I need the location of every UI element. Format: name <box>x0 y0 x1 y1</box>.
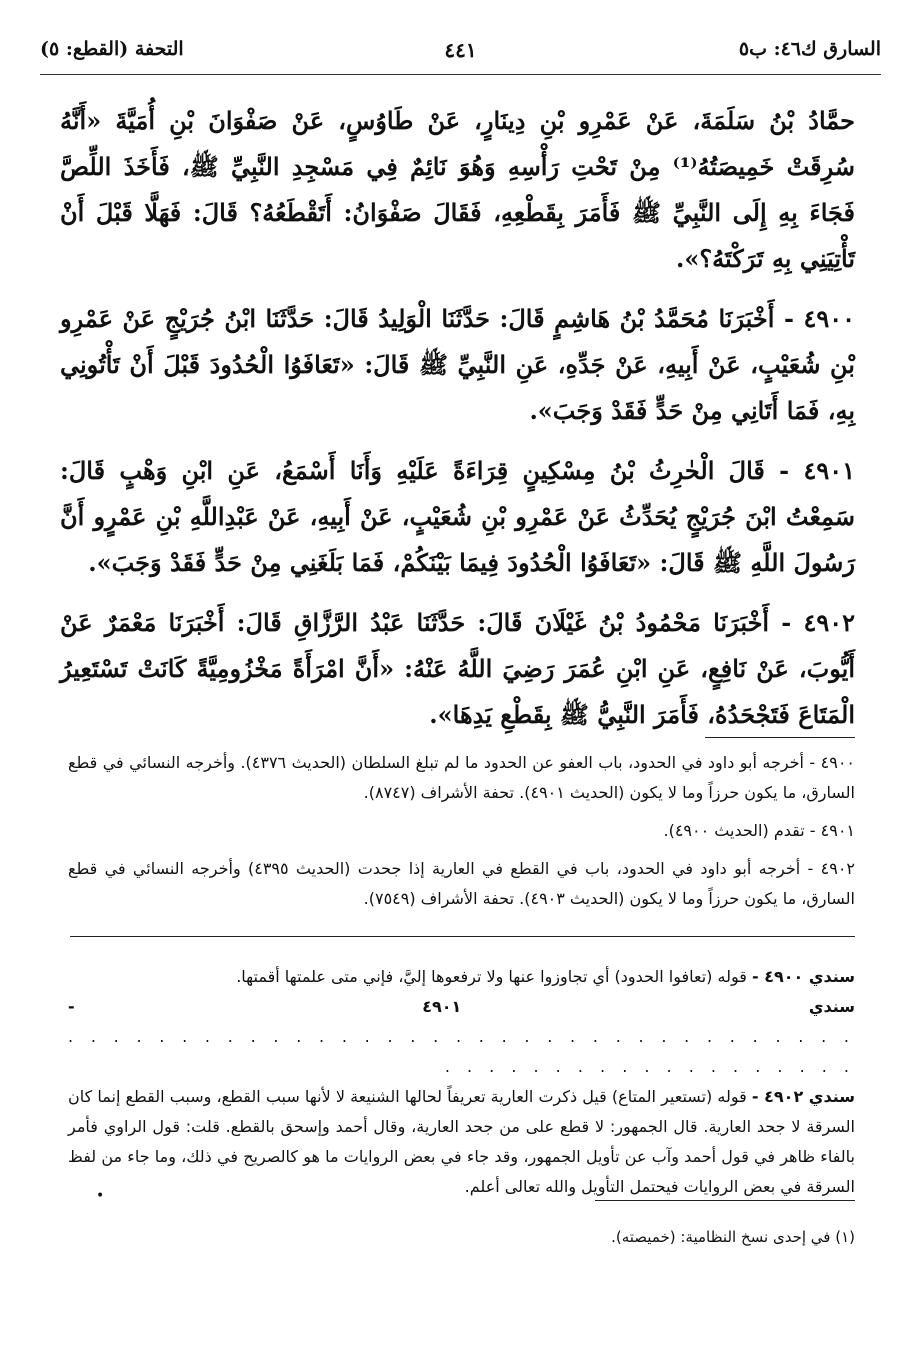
sindi-entry-4900 <box>68 962 855 992</box>
hadith-4901 <box>60 448 855 586</box>
takhrij-note-4900: ٤٩٠٠ - أخرجه أبو داود في الحدود، باب العفو عن الحدود ما لم تبلغ السلطان (الحديث ٤٣٧٦). وأخرجه النسائي في قطع السارق، ما يكون حرزاً وما لا يكون (الحديث ٤٩٠١). تحفة الأشراف (٨٧٤٧). <box>68 753 855 802</box>
sindi-label: سندي ٤٩٠٠ - <box>751 967 855 986</box>
takhrij-notes <box>68 748 855 922</box>
hadith-matn: «تَعَافَوُا الْحُدُودَ قَبْلَ أَنْ تَأْتُونِي بِهِ، فَمَا أَتَانِي مِنْ حَدٍّ فَقَدْ وَجَبَ». <box>60 350 855 425</box>
hadith-4902 <box>60 600 855 738</box>
sindi-commentary <box>68 962 855 1202</box>
hadith-isnad: حمَّادُ بْنُ سَلَمَةَ، عَنْ عَمْرِو بْنِ دِينَارٍ، عَنْ طَاوُسٍ، عَنْ صَفْوَانَ بْنِ أُمَيَّةَ <box>115 106 856 135</box>
sindi-text: قوله (تعافوا الحدود) أي تجاوزوا عنها ولا ترفعوها إليَّ، فإني متى علمتها أقمتها. <box>236 967 747 986</box>
sindi-divider <box>70 936 855 937</box>
header-tuhfa-ref: التحفة (القطع: ٥) <box>40 38 184 60</box>
sindi-dots: . . . . . . . . . . . . . . . . . . . . . . . . . . . . . . . . . . . . . . . . . . . . . . . . . . . . . . <box>68 1027 855 1076</box>
hadith-matn: «تَعَافَوُا الْحُدُودَ فِيمَا بَيْنَكُمْ، فَمَا بَلَغَنِي مِنْ حَدٍّ فَقَدْ وَجَبَ». <box>88 548 652 577</box>
hadith-isnad: أَخْبَرَنَا مَحْمُودُ بْنُ غَيْلَانَ قَالَ: حَدَّثَنَا عَبْدُ الرَّزَّاقِ قَالَ: أَخْبَرَنَا مَعْمَرٌ عَنْ أَيُّوبَ، عَنْ نَافِعٍ، عَنِ ابْنِ عُمَرَ رَضِيَ اللَّهُ عَنْهُ: <box>60 608 855 683</box>
hadith-number: ٤٩٠٢ - <box>781 608 855 637</box>
sindi-entry-4902 <box>68 1082 855 1202</box>
footnote: (١) في إحدى نسخ النظامية: (خميصته). <box>611 1228 855 1246</box>
page-header <box>40 38 881 72</box>
takhrij-note-4902: ٤٩٠٢ - أخرجه أبو داود في الحدود، باب في القطع في العارية إذا جحدت (الحديث ٤٣٩٥) وأخرجه النسائي في قطع السارق، ما يكون حرزاً وما لا يكون (الحديث ٤٩٠٣). تحفة الأشراف (٧٥٤٩). <box>68 859 856 908</box>
hadith-number: ٤٩٠٠ - <box>783 304 855 333</box>
stray-mark: • <box>96 1188 105 1204</box>
hadith-isnad: قَالَ الْحٰرِثُ بْنُ مِسْكِينٍ قِرَاءَةً عَلَيْهِ وَأَنَا أَسْمَعُ، عَنِ ابْنِ وَهْبٍ قَالَ: سَمِعْتُ ابْنَ جُرَيْجٍ يُحَدِّثُ عَنْ عَمْرِو بْنِ شُعَيْبٍ، عَنْ أَبِيهِ، عَنْ عَبْدِاللَّهِ بْنِ عَمْرٍو أَنَّ رَسُولَ اللَّهِ ﷺ قَالَ: <box>60 456 855 577</box>
hadith-matn: «أَنَّ امْرَأَةً مَخْزُومِيَّةً كَانَتْ تَسْتَعِيرُ الْمَتَاعَ فَتَجْحَدُهُ، فَأَمَرَ النَّبِيُّ ﷺ بِقَطْعِ يَدِهَا». <box>60 654 855 729</box>
sindi-label: سندي ٤٩٠١ - <box>68 997 855 1016</box>
hadith-4900 <box>60 296 855 434</box>
sindi-entry-4901 <box>68 992 855 1082</box>
takhrij-note-4901: ٤٩٠١ - تقدم (الحديث ٤٩٠٠). <box>663 821 855 840</box>
sindi-text: قوله (تستعير المتاع) قيل ذكرت العارية تعريفاً لحالها الشنيعة لا لأنها سبب القطع، وسبب القطع إنما كان السرقة لا جحد العارية. قال الجمهور: لا قطع على من جحد العارية، وقال أحمد وإسحق بالقطع. قلت: قول الراوي فأمر بالفاء ظاهر في قول أحمد وآب عن تأويل الجمهور، وقد جاء في بعض الروايات ما هو كالصريح في ذلك، وما جاء من لفظ السرقة في بعض الروايات فيحتمل التأويل والله تعالى أعلم. <box>68 1087 855 1196</box>
hadith-matn: «أَنَّهُ سُرِقَتْ خَمِيصَتُهُ⁽¹⁾ مِنْ تَحْتِ رَأْسِهِ وَهُوَ نَائِمٌ فِي مَسْجِدِ النَّبِيِّ ﷺ، فَأَخَذَ اللِّصَّ فَجَاءَ بِهِ إِلَى النَّبِيِّ ﷺ فَأَمَرَ بِقَطْعِهِ، فَقَالَ صَفْوَانُ: أَتَقْطَعُهُ؟ قَالَ: فَهَلَّا قَبْلَ أَنْ تَأْتِيَنِي بِهِ تَرَكْتَهُ؟». <box>60 106 856 273</box>
hadith-isnad: أَخْبَرَنَا مُحَمَّدُ بْنُ هَاشِمٍ قَالَ: حَدَّثَنَا الْوَلِيدُ قَالَ: حَدَّثَنَا ابْنُ جُرَيْجٍ عَنْ عَمْرِو بْنِ شُعَيْبٍ، عَنْ أَبِيهِ، عَنْ جَدِّهِ، عَنِ النَّبِيِّ ﷺ قَالَ: <box>60 304 855 379</box>
sindi-label: سندي ٤٩٠٢ - <box>751 1087 855 1106</box>
hadith-body <box>60 98 855 752</box>
hadith-continuation <box>60 98 855 282</box>
footnote-divider <box>595 1200 855 1201</box>
page-number: ٤٤١ <box>444 38 477 62</box>
hadith-number: ٤٩٠١ - <box>779 456 855 485</box>
header-rule <box>40 74 881 75</box>
header-chapter-ref: السارق ك٤٦: ب٥ <box>738 38 881 60</box>
notes-divider <box>705 737 855 738</box>
